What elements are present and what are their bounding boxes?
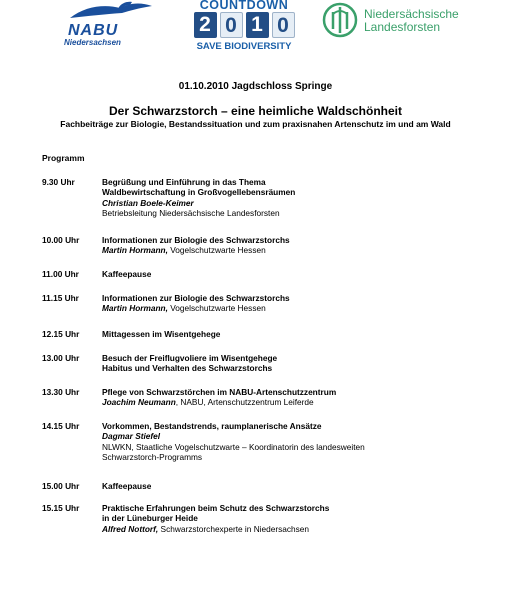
program-heading: Programm [42,153,85,163]
program-title: Begrüßung und Einführung in das Thema [102,177,266,187]
program-title: Vorkommen, Bestandstrends, raumplanerische Ansätze [102,421,322,431]
countdown-digit: 0 [272,12,295,38]
nabu-logo [60,0,155,50]
tree-emblem-icon [322,2,358,38]
program-speaker-affiliation: , NABU, Artenschutzzentrum Leiferde [175,397,314,408]
landesforsten-name: Niedersächsische Landesforsten [364,7,459,34]
logo-bar [0,0,511,58]
page-title: Der Schwarzstorch – eine heimliche Waldschönheit [109,104,402,118]
program-title: in der Lüneburger Heide [102,513,198,524]
program-title: Informationen zur Biologie des Schwarzstorchs [102,235,290,245]
program-speaker-affiliation: Vogelschutzwarte Hessen [167,303,266,314]
program-time: 15.00 Uhr [42,481,80,491]
program-speaker: Martin Hormann, [102,245,168,256]
program-affiliation: NLWKN, Staatliche Vogelschutzwarte – Koordinatorin des landesweiten [102,441,365,452]
program-title: Waldbewirtschaftung in Großvogellebensräumen [102,187,296,198]
program-speaker-affiliation: Vogelschutzwarte Hessen [167,245,266,256]
program-time: 13.00 Uhr [42,353,80,363]
program-time: 14.15 Uhr [42,421,80,431]
program-affiliation: Betriebsleitung Niedersächsische Landesforsten [102,208,280,219]
program-speaker: Joachim Neumann [102,397,176,408]
program-title: Kaffeepause [102,481,152,491]
program-title: Kaffeepause [102,269,152,279]
program-title: Informationen zur Biologie des Schwarzstorchs [102,293,290,303]
program-affiliation: Schwarzstorch-Programms [102,452,203,463]
program-speaker: Alfred Nottorf, [102,523,159,534]
nabu-wordmark: NABU [68,22,119,39]
page-subtitle: Fachbeiträge zur Biologie, Bestandssituation und zum praxisnahen Artenschutz im und am Wald [60,119,451,129]
countdown-digit: 1 [246,12,269,38]
program-time: 15.15 Uhr [42,503,80,513]
program-title: Mittagessen im Wisentgehege [102,329,221,339]
countdown-digit: 2 [194,12,217,38]
program-time: 11.00 Uhr [42,269,79,279]
program-time: 9.30 Uhr [42,177,75,187]
program-title: Pflege von Schwarzstörchen im NABU-Artenschutzzentrum [102,387,337,397]
event-date-location: 01.10.2010 Jagdschloss Springe [178,81,333,92]
program-speaker: Dagmar Stiefel [102,431,161,442]
nabu-region: Niedersachsen [64,38,121,47]
program-title: Habitus und Verhalten des Schwarzstorchs [102,363,273,374]
landesforsten-logo [322,2,492,42]
program-time: 13.30 Uhr [42,387,80,397]
countdown-digits [191,12,297,38]
program-time: 12.15 Uhr [42,329,80,339]
program-time: 11.15 Uhr [42,293,79,303]
program-speaker: Martin Hormann, [102,303,168,314]
countdown-digit: 0 [220,12,243,38]
countdown-slogan: SAVE BIODIVERSITY [196,41,292,52]
program-title: Praktische Erfahrungen beim Schutz des Schwarzstorchs [102,503,330,513]
countdown-title: COUNTDOWN [199,0,289,12]
program-title: Besuch der Freiflugvoliere im Wisentgehege [102,353,278,363]
program-speaker: Christian Boele-Keimer [102,197,194,208]
program-time: 10.00 Uhr [42,235,80,245]
countdown-2010-logo [189,0,299,55]
program-speaker-affiliation: Schwarzstorchexperte in Niedersachsen [158,523,310,534]
stork-icon [60,0,155,24]
